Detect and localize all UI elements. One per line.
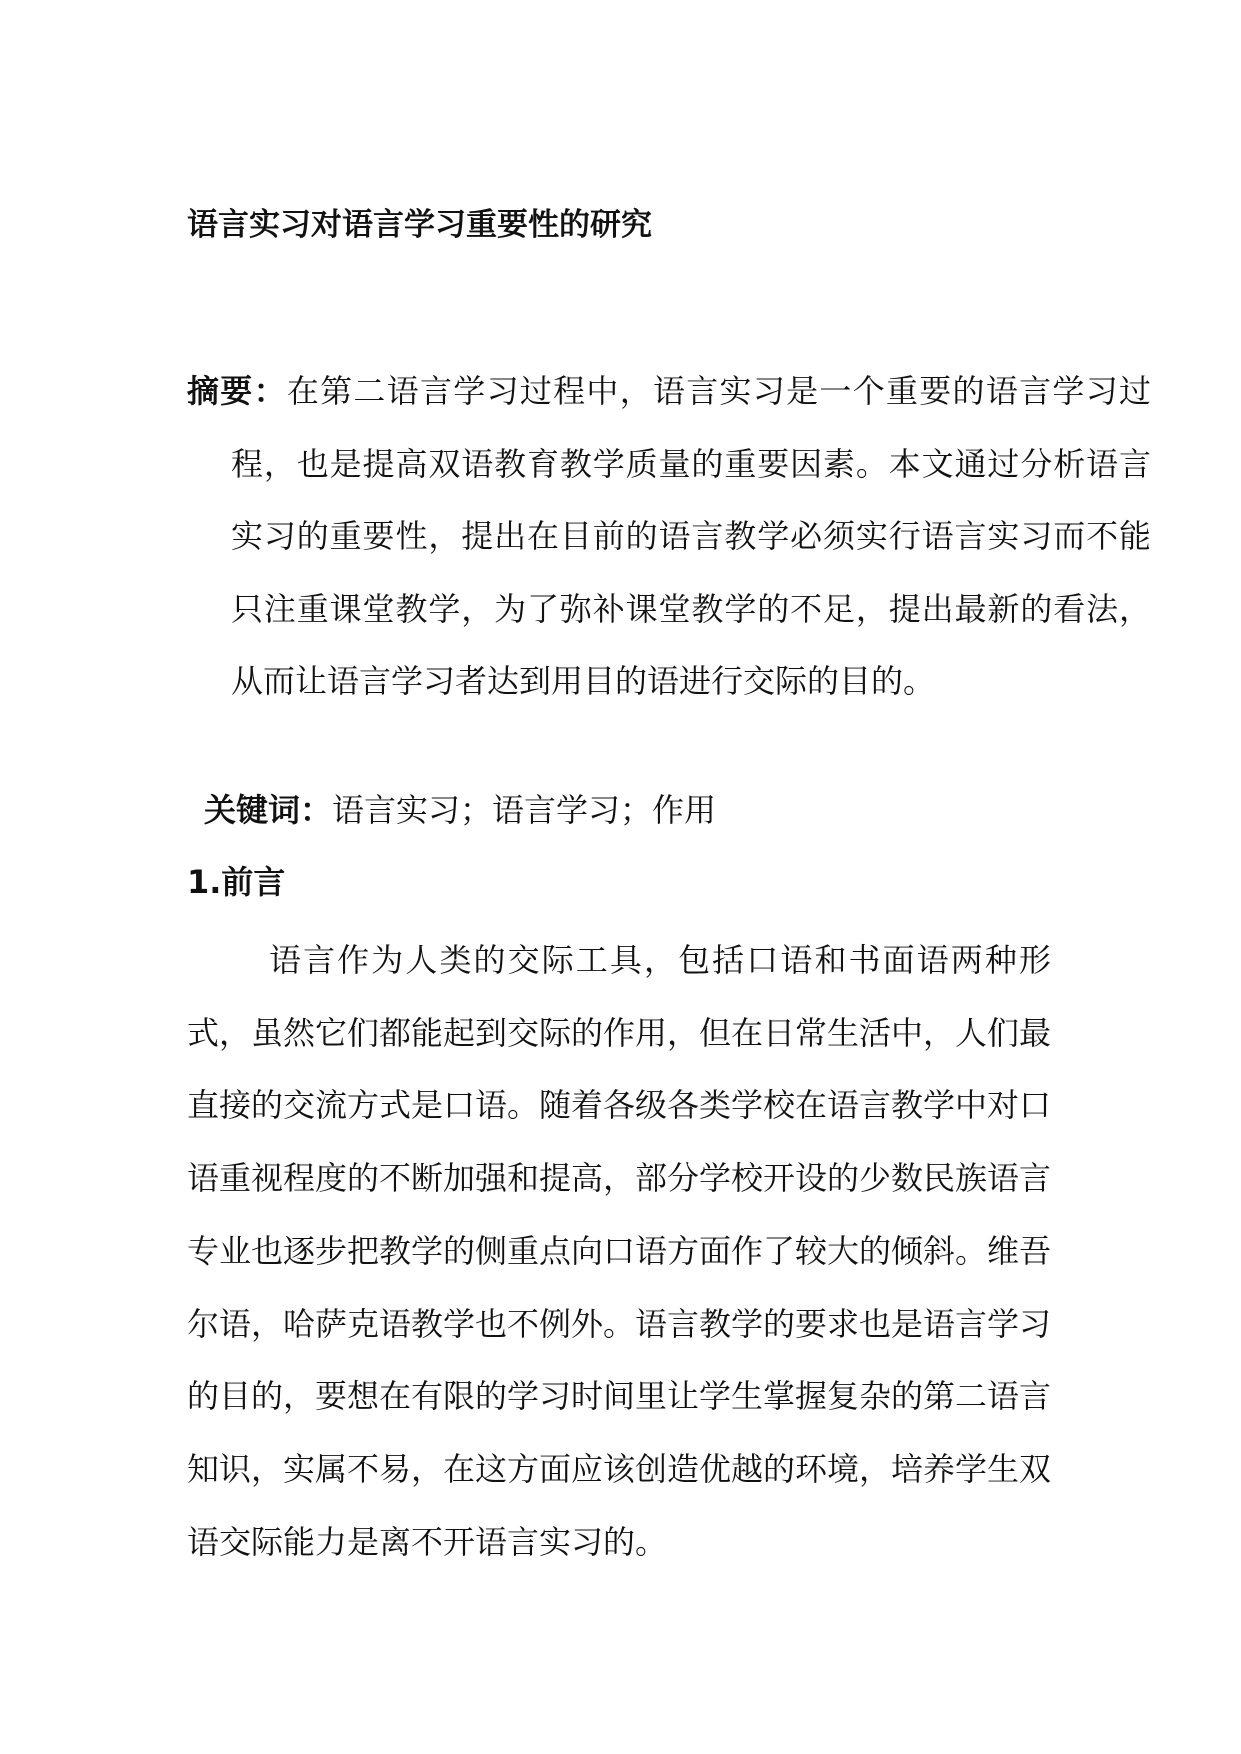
abstract-paragraph bbox=[187, 355, 1151, 718]
section-heading-introduction: 1.前言 bbox=[187, 863, 286, 901]
keywords-text: 语言实习；语言学习；作用 bbox=[332, 791, 717, 829]
keywords-label: 关键词： bbox=[204, 791, 333, 829]
abstract-text: 在第二语言学习过程中，语言实习是一个重要的语言学习过程，也是提高双语教育教学质量的重要因素。本文通过分析语言实习的重要性，提出在目前的语言教学必须实行语言实习而不能只注重课堂教学，为了弥补课堂教学的不足，提出最新的看法，从而让语言学习者达到用目的语进行交际的目的。 bbox=[231, 372, 1151, 700]
abstract-label: 摘要： bbox=[187, 372, 287, 410]
introduction-paragraph: 语言作为人类的交际工具，包括口语和书面语两种形式，虽然它们都能起到交际的作用，但在日常生活中，人们最直接的交流方式是口语。随着各级各类学校在语言教学中对口语重视程度的不断加强和提高，部分学校开设的少数民族语言专业也逐步把教学的侧重点向口语方面作了较大的倾斜。维吾尔语，哈萨克语教学也不例外。语言教学的要求也是语言学习的目的，要想在有限的学习时间里让学生掌握复杂的第二语言知识，实属不易，在这方面应该创造优越的环境，培养学生双语交际能力是离不开语言实习的。 bbox=[187, 941, 1052, 1561]
keywords-line bbox=[204, 788, 716, 832]
document-title: 语言实习对语言学习重要性的研究 bbox=[187, 207, 652, 243]
